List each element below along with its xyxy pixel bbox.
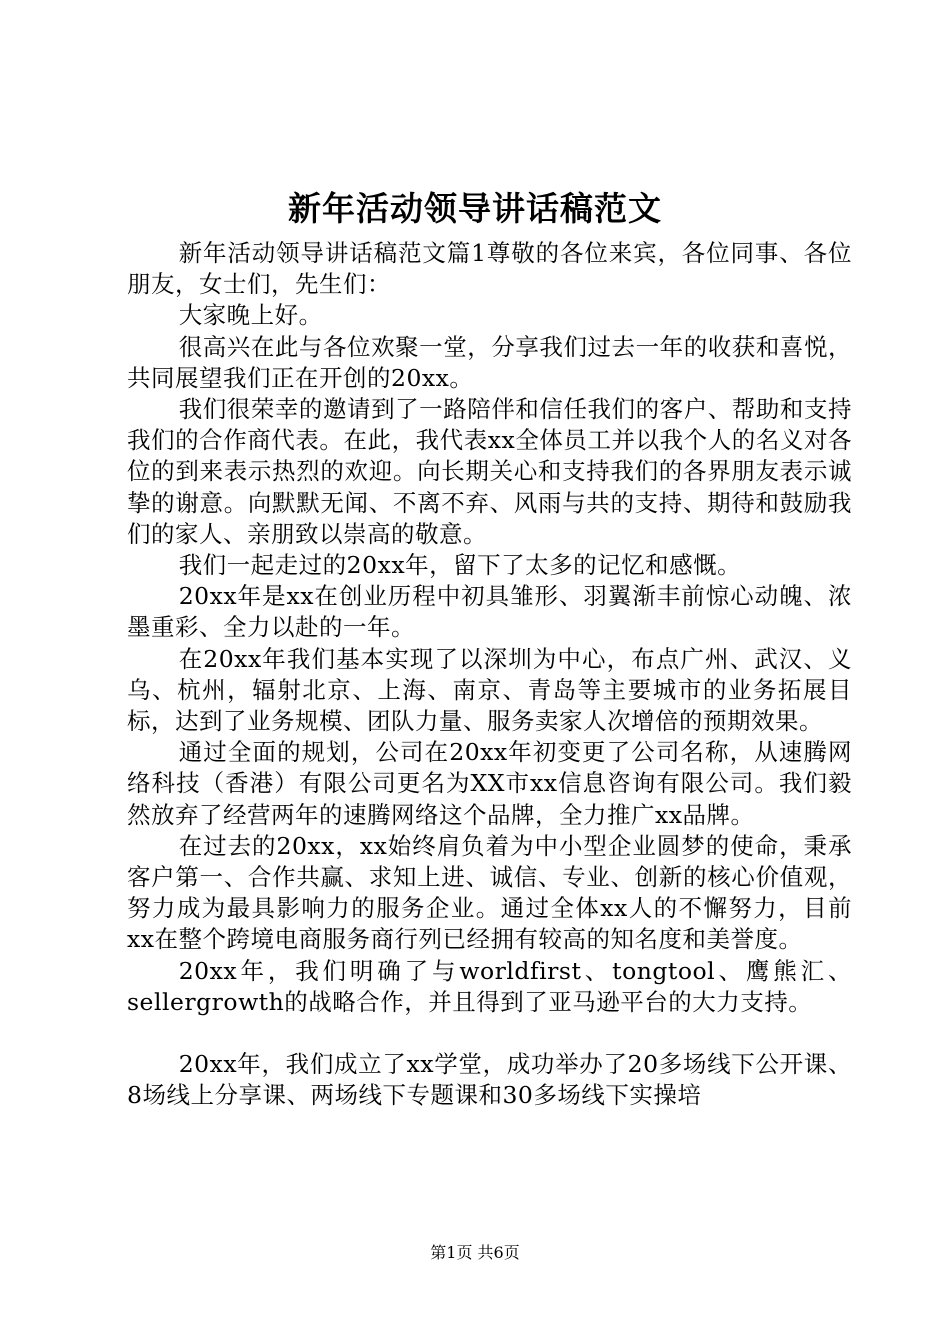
paragraph-memories: 我们一起走过的20xx年，留下了太多的记忆和感慨。 bbox=[178, 551, 742, 580]
paragraph-greeting: 新年活动领导讲话稿范文篇1尊敬的各位来宾，各位同事、各位朋友，女士们，先生们： bbox=[127, 239, 852, 299]
paragraph-gathering: 很高兴在此与各位欢聚一堂，分享我们过去一年的收获和喜悦，共同展望我们正在开创的20xx。 bbox=[127, 332, 852, 392]
document-title: 新年活动领导讲话稿范文 bbox=[288, 189, 662, 228]
document-body bbox=[127, 238, 852, 1111]
paragraph-welcome: 我们很荣幸的邀请到了一路陪伴和信任我们的客户、帮助和支持我们的合作商代表。在此，我代表xx全体员工并以我个人的名义对各位的到来表示热烈的欢迎。向长期关心和支持我们的各界朋友表示诚挚的谢意。向默默无闻、不离不弃、风雨与共的支持、期待和鼓励我们的家人、亲朋致以崇高的敬意。 bbox=[127, 395, 852, 548]
paragraph-rebranding: 通过全面的规划，公司在20xx年初变更了公司名称，从速腾网络科技（香港）有限公司更名为XX市xx信息咨询有限公司。我们毅然放弃了经营两年的速腾网络这个品牌，全力推广xx品牌。 bbox=[127, 738, 852, 829]
paragraph-year-summary: 20xx年是xx在创业历程中初具雏形、羽翼渐丰前惊心动魄、浓墨重彩、全力以赴的一年。 bbox=[127, 582, 852, 642]
paragraph-partnerships: 20xx年，我们明确了与worldfirst、tongtool、鹰熊汇、sellergrowth的战略合作，并且得到了亚马逊平台的大力支持。 bbox=[127, 956, 852, 1016]
paragraph-evening: 大家晚上好。 bbox=[178, 301, 323, 330]
paragraph-expansion: 在20xx年我们基本实现了以深圳为中心，布点广州、武汉、义乌、杭州，辐射北京、上海、南京、青岛等主要城市的业务拓展目标，达到了业务规模、团队力量、服务卖家人次增倍的预期效果。 bbox=[127, 644, 852, 736]
paragraph-academy: 20xx年，我们成立了xx学堂，成功举办了20多场线下公开课、8场线上分享课、两场线下专题课和30多场线下实操培 bbox=[127, 1050, 852, 1110]
page-footer: 第1页 共6页 bbox=[430, 1243, 520, 1262]
paragraph-mission: 在过去的20xx，xx始终肩负着为中小型企业圆梦的使命，秉承客户第一、合作共赢、求知上进、诚信、专业、创新的核心价值观，努力成为最具影响力的服务企业。通过全体xx人的不懈努力，目前xx在整个跨境电商服务商行列已经拥有较高的知名度和美誉度。 bbox=[127, 831, 852, 954]
